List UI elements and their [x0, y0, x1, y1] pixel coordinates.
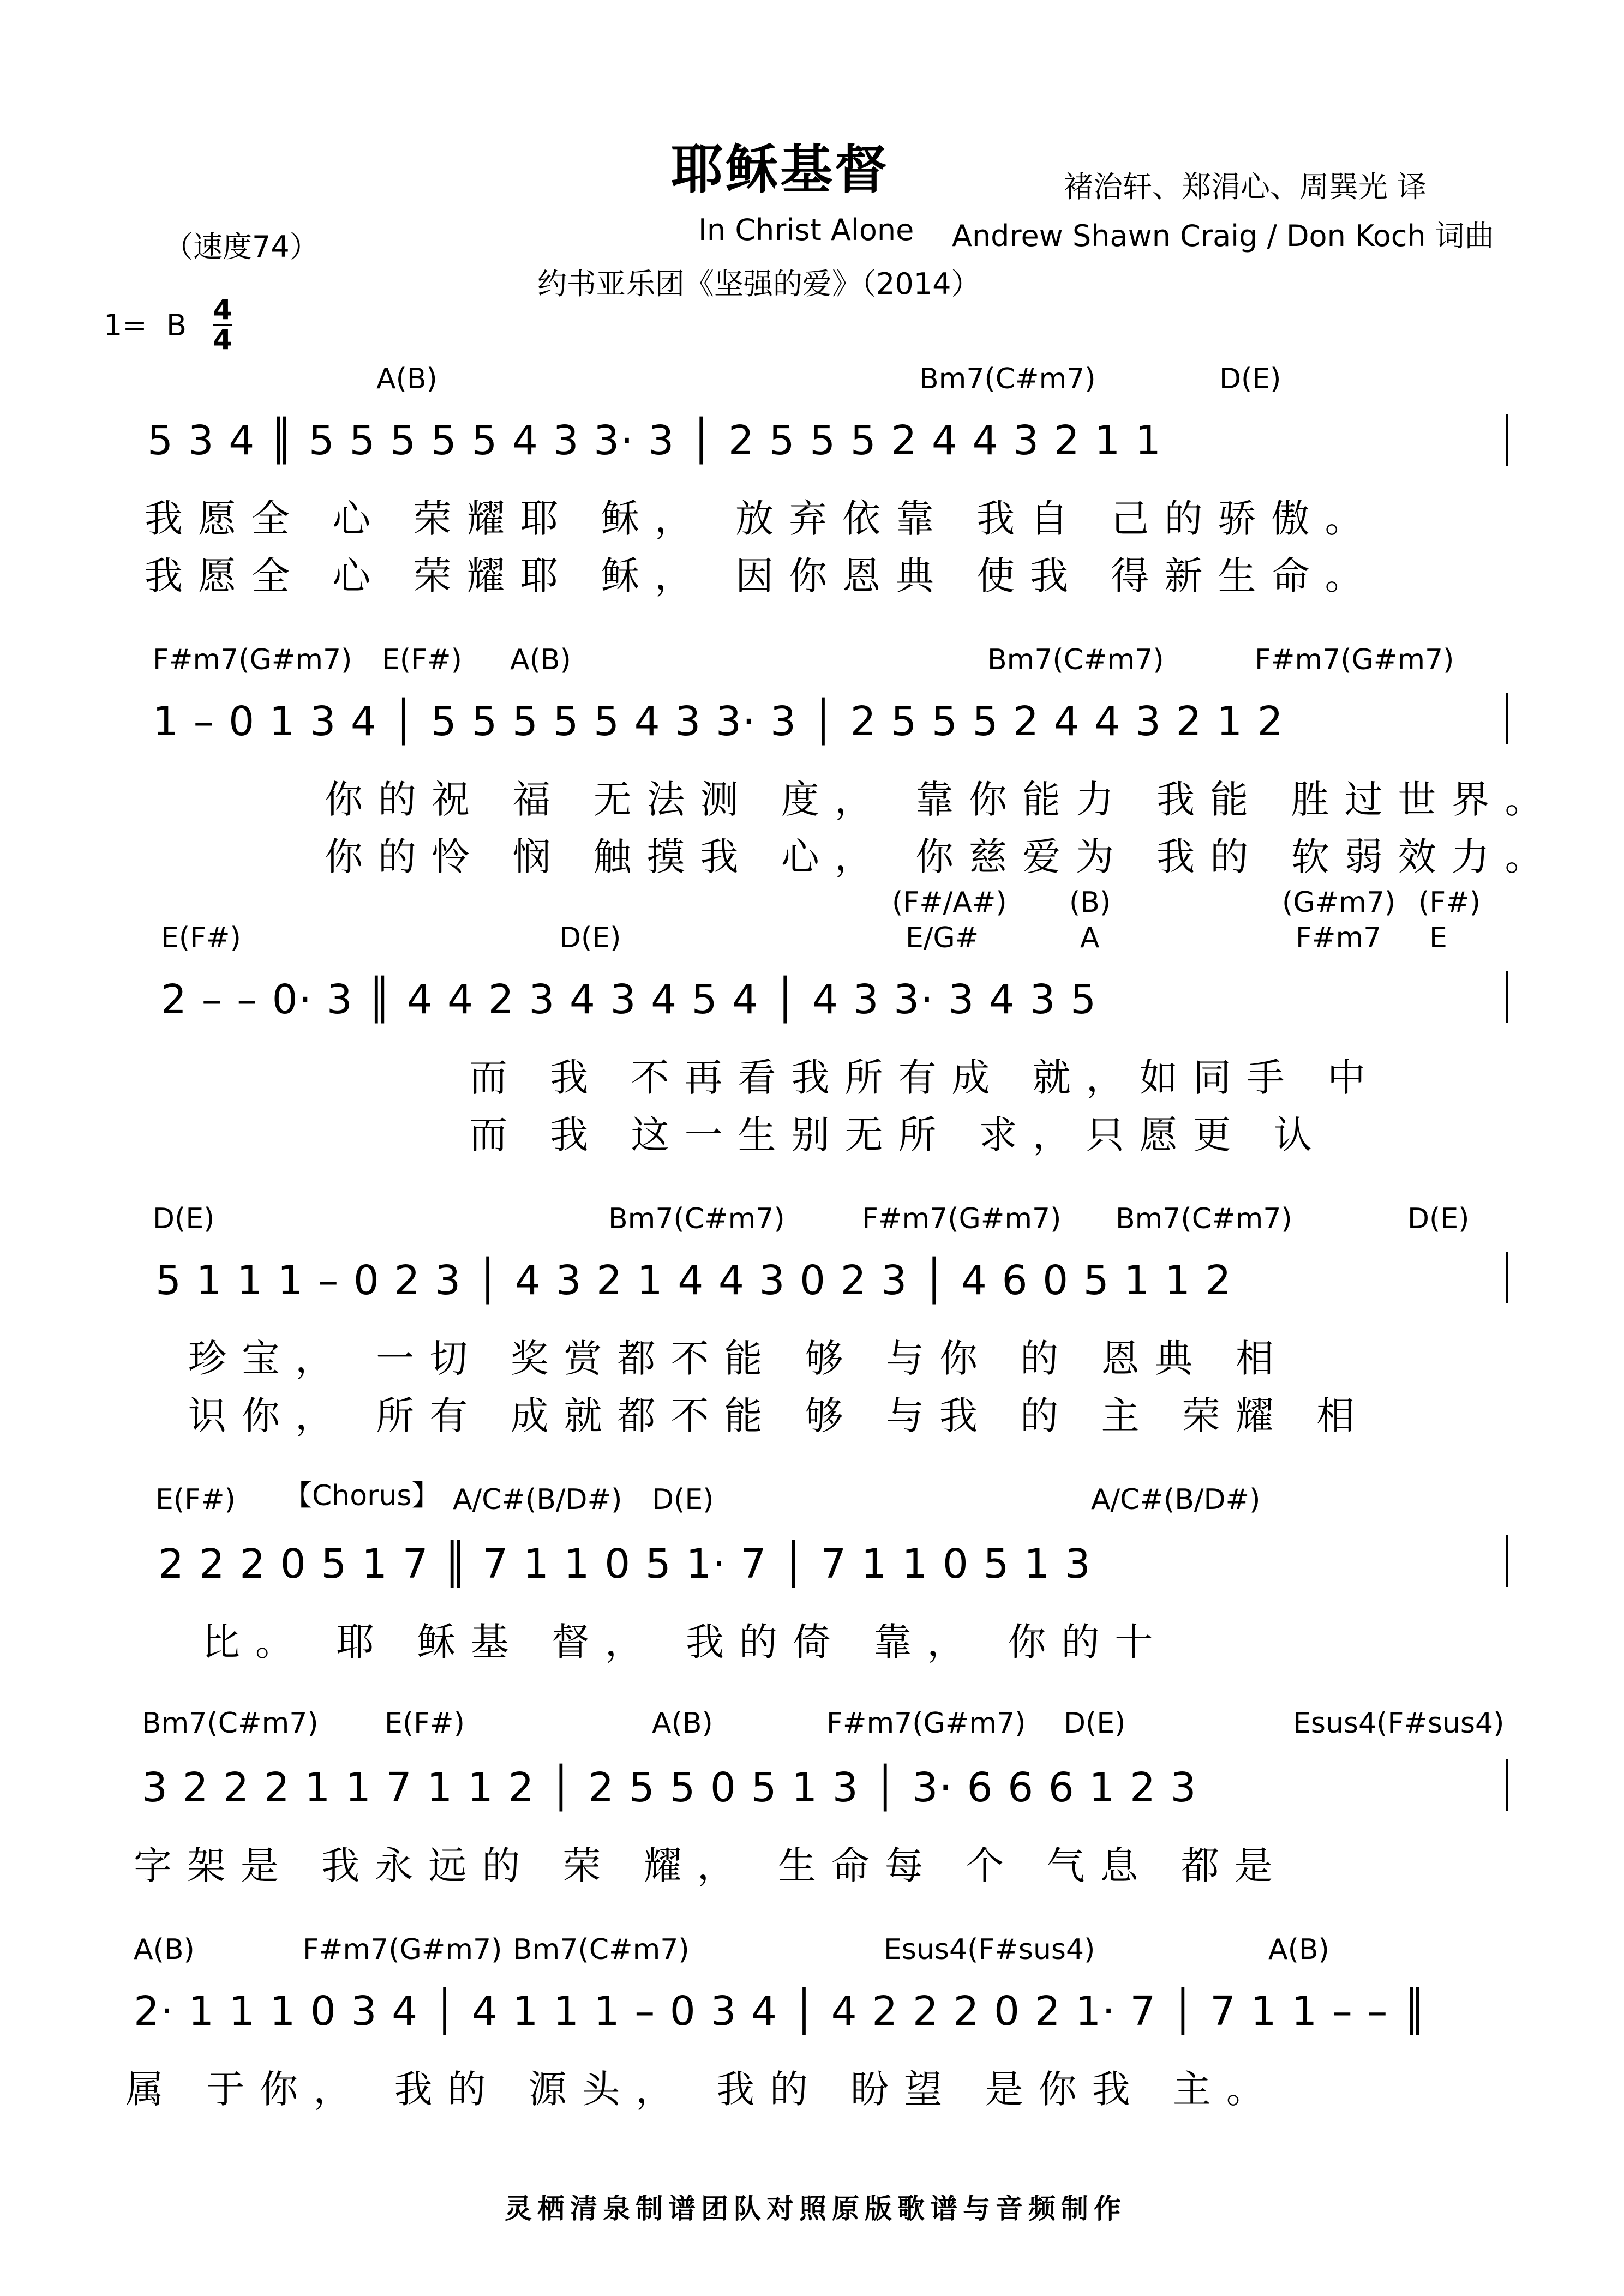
chord: F#m7(G#m7): [153, 644, 352, 676]
notation-line: 5 1 1 1 – 0 2 3 │ 4 3 2 1 4 4 3 0 2 3 │ 4 6 0 5 1 1 2: [155, 1257, 1232, 1304]
key-signature: B: [166, 308, 187, 342]
chord: A: [1080, 922, 1100, 954]
chord: Bm7(C#m7): [919, 363, 1096, 395]
chord: E(F#): [382, 644, 462, 676]
chord: F#m7(G#m7): [1255, 644, 1454, 676]
chord: (G#m7): [1282, 886, 1396, 919]
chord: F#m7(G#m7): [303, 1933, 502, 1966]
end-barline: [1506, 1535, 1508, 1587]
chord: D(E): [1219, 363, 1281, 395]
chord: A/C#(B/D#): [1091, 1483, 1261, 1516]
lyric-verse-1: 我愿全 心 荣耀耶 稣， 放弃依靠 我自 己的骄傲。: [145, 496, 1379, 541]
chord: Esus4(F#sus4): [1293, 1707, 1505, 1740]
end-barline: [1506, 693, 1508, 744]
lyric-verse-1: 你的祝 福 无法测 度， 靠你能力 我能 胜过世界。: [325, 777, 1559, 822]
chord: A(B): [134, 1933, 195, 1966]
song-title: 耶稣基督: [671, 139, 889, 200]
end-barline: [1506, 414, 1508, 466]
chord: Bm7(C#m7): [1116, 1203, 1292, 1235]
chord: D(E): [1064, 1707, 1126, 1740]
chord: A(B): [376, 363, 438, 395]
chord: A(B): [652, 1707, 713, 1740]
translators: 褚治轩、郑涓心、周巽光 译: [1064, 170, 1427, 204]
chord: Bm7(C#m7): [987, 644, 1164, 676]
chord: (B): [1069, 886, 1111, 919]
lyric-verse-2: 你的怜 悯 触摸我 心， 你慈爱为 我的 软弱效力。: [325, 834, 1559, 879]
chord: E: [1429, 922, 1447, 954]
chord: D(E): [153, 1203, 215, 1235]
lyric-verse-1: 比。 耶 稣基 督， 我的倚 靠， 你的十: [202, 1620, 1168, 1664]
lyric-verse-2: 识你， 所有 成就都不能 够 与我 的 主 荣耀 相: [188, 1393, 1370, 1438]
end-barline: [1506, 971, 1508, 1023]
chord: E(F#): [385, 1707, 465, 1740]
chorus-label: 【Chorus】: [284, 1480, 440, 1512]
lyric-verse-1: 而 我 不再看我所有成 就，如同手 中: [469, 1055, 1381, 1100]
lyric-verse-1: 珍宝， 一切 奖赏都不能 够 与你 的 恩典 相: [188, 1336, 1289, 1381]
chord: E(F#): [155, 1483, 236, 1516]
chord: E(F#): [161, 922, 241, 954]
time-numerator: 4: [213, 294, 232, 326]
notation-line: 2 – – 0· 3 ║ 4 4 2 3 4 3 4 5 4 │ 4 3 3· 3 4 3 5: [161, 976, 1098, 1023]
notation-line: 5 3 4 ║ 5 5 5 5 5 4 3 3· 3 │ 2 5 5 5 2 4 4 3 2 1 1: [147, 417, 1162, 464]
lyric-verse-1: 字架是 我永远的 荣 耀， 生命每 个 气息 都是: [134, 1843, 1288, 1888]
lyric-verse-1: 属 于你， 我的 源头， 我的 盼望 是你我 主。: [125, 2067, 1280, 2112]
lyric-verse-2: 我愿全 心 荣耀耶 稣， 因你恩典 使我 得新生命。: [145, 554, 1379, 598]
english-title: In Christ Alone: [698, 213, 914, 247]
chord: F#m7(G#m7): [862, 1203, 1062, 1235]
chord: E/G#: [906, 922, 979, 954]
chord: D(E): [652, 1483, 714, 1516]
chord: F#m7(G#m7): [826, 1707, 1026, 1740]
lyric-verse-2: 而 我 这一生别无所 求，只愿更 认: [469, 1113, 1328, 1157]
time-signature: [213, 294, 232, 356]
time-denominator: 4: [213, 323, 232, 356]
chord: Bm7(C#m7): [142, 1707, 319, 1740]
tempo: （速度74）: [164, 230, 319, 264]
chord: Bm7(C#m7): [608, 1203, 785, 1235]
chord: Esus4(F#sus4): [884, 1933, 1095, 1966]
chord: D(E): [559, 922, 621, 954]
chord: D(E): [1407, 1203, 1470, 1235]
chord: A/C#(B/D#): [453, 1483, 622, 1516]
footer-credit: 灵栖清泉制谱团队对照原版歌谱与音频制作: [505, 2192, 1126, 2225]
notation-line: 1 – 0 1 3 4 │ 5 5 5 5 5 4 3 3· 3 │ 2 5 5 5 2 4 4 3 2 1 2: [153, 698, 1284, 745]
key-prefix: 1=: [104, 308, 147, 342]
album-source: 约书亚乐团《坚强的爱》（2014）: [537, 267, 981, 301]
notation-line: 2 2 2 0 5 1 7 ║ 7 1 1 0 5 1· 7 │ 7 1 1 0 5 1 3: [158, 1541, 1092, 1588]
chord: (F#): [1418, 886, 1481, 919]
chord: Bm7(C#m7): [513, 1933, 690, 1966]
composers: Andrew Shawn Craig / Don Koch 词曲: [952, 219, 1494, 253]
chord: A(B): [510, 644, 571, 676]
notation-line: 3 2 2 2 1 1 7 1 1 2 │ 2 5 5 0 5 1 3 │ 3· 6 6 6 1 2 3: [142, 1764, 1197, 1811]
notation-line: 2· 1 1 1 0 3 4 │ 4 1 1 1 – 0 3 4 │ 4 2 2 2 0 2 1· 7 │ 7 1 1 – – ║: [134, 1988, 1428, 2035]
chord: (F#/A#): [892, 886, 1007, 919]
chord: F#m7: [1296, 922, 1382, 954]
chord: A(B): [1268, 1933, 1329, 1966]
end-barline: [1506, 1759, 1508, 1811]
end-barline: [1506, 1252, 1508, 1303]
